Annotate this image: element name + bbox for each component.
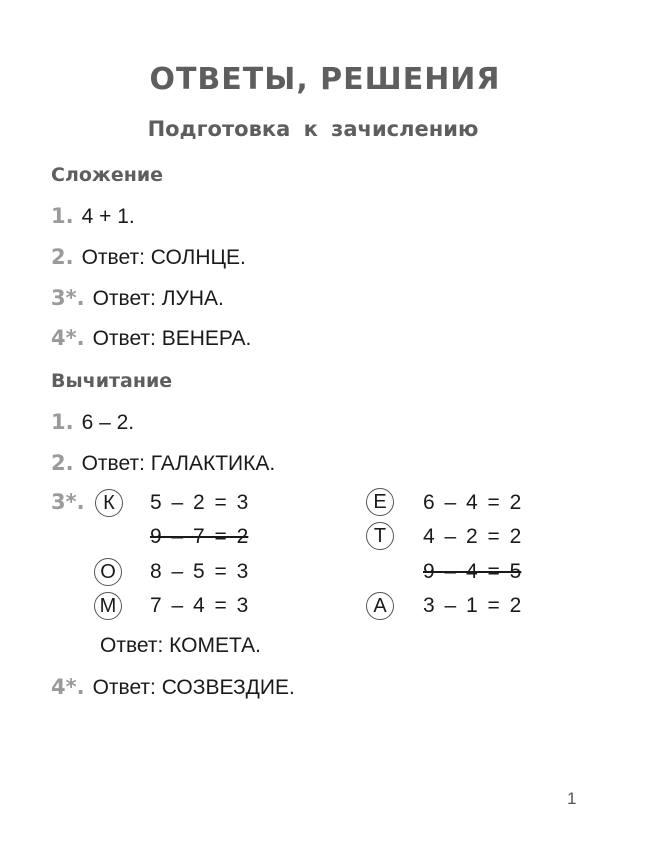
- item-number: 3*.: [51, 490, 85, 514]
- addition-item-3: [51, 286, 224, 311]
- task3-answer: [100, 634, 261, 658]
- addition-item-2: [51, 245, 246, 270]
- item-answer: Ответ: ВЕНЕРА.: [92, 327, 252, 350]
- equation: 4 – 2 = 2: [423, 525, 522, 548]
- page-number: 1: [567, 789, 577, 808]
- letter-circle-m: М: [94, 592, 122, 620]
- item-number: 3*.: [51, 286, 85, 310]
- item-answer: Ответ: ГАЛАКТИКА.: [81, 452, 276, 475]
- letter-circle-o: О: [94, 558, 122, 586]
- item-number: 1.: [51, 204, 74, 228]
- item-number: 2.: [51, 451, 74, 475]
- page-title: ОТВЕТЫ, РЕШЕНИЯ: [149, 62, 501, 97]
- equation-struck: 9 – 7 = 2: [150, 525, 249, 548]
- item-answer: Ответ: СОЛНЦЕ.: [81, 246, 246, 269]
- addition-item-1: [51, 204, 135, 229]
- item-answer: Ответ: СОЗВЕЗДИЕ.: [92, 676, 295, 699]
- item-number: 1.: [51, 410, 74, 434]
- item-number: 2.: [51, 245, 74, 269]
- item-answer: Ответ: КОМЕТА.: [100, 634, 261, 657]
- letter-circle-a: А: [366, 592, 394, 620]
- item-answer: 6 – 2.: [81, 411, 135, 434]
- addition-item-4: [51, 326, 251, 351]
- subtraction-item-1: [51, 410, 134, 435]
- item-number: 4*.: [51, 675, 85, 699]
- equation: 3 – 1 = 2: [423, 594, 522, 617]
- subtraction-item-4: [51, 675, 295, 700]
- letter-circle-t: Т: [366, 522, 394, 550]
- equation: 7 – 4 = 3: [150, 594, 249, 617]
- equation: 6 – 4 = 2: [423, 491, 522, 514]
- letter-circle-e: Е: [366, 488, 394, 516]
- equation: 5 – 2 = 3: [150, 491, 249, 514]
- section-heading-addition: Сложение: [51, 164, 164, 186]
- equation-struck: 9 – 4 = 5: [423, 560, 522, 583]
- item-answer: 4 + 1.: [81, 205, 135, 228]
- equation: 8 – 5 = 3: [150, 560, 249, 583]
- section-heading-subtraction: Вычитание: [51, 370, 173, 392]
- letter-circle-k: К: [95, 489, 123, 517]
- subtraction-item-2: [51, 451, 275, 476]
- item-answer: Ответ: ЛУНА.: [92, 287, 224, 310]
- item-number: 4*.: [51, 326, 85, 350]
- subtraction-item-3: [51, 490, 85, 515]
- page-subtitle: Подготовка к зачислению: [147, 117, 479, 141]
